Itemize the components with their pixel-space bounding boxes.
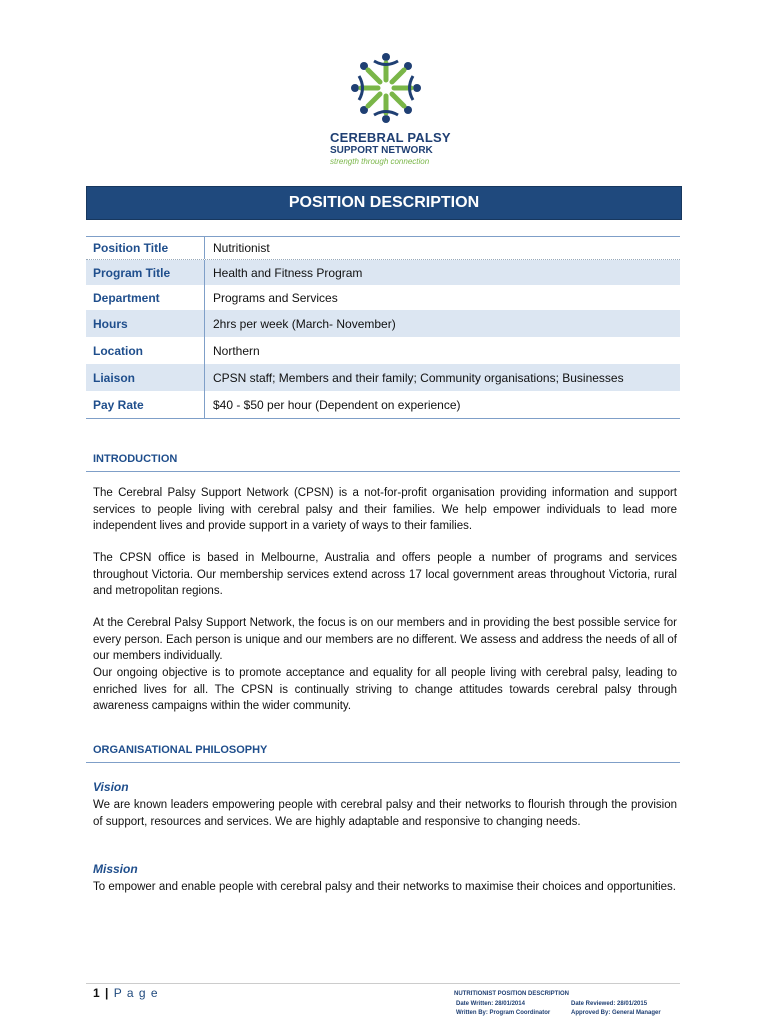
mission-text: To empower and enable people with cerebral palsy and their networks to maximise their choices and opportunities. xyxy=(93,881,676,893)
row-value: 2hrs per week (March- November) xyxy=(213,316,396,331)
intro-paragraph-3: At the Cerebral Palsy Support Network, the focus is on our members and in providing the best possible service for every person. Each person is unique and our members are no different. We assess and address the needs of all of our members individually. xyxy=(93,617,677,662)
footer-doc-name: NUTRITIONIST POSITION DESCRIPTION xyxy=(454,991,570,997)
brand-name-line1: CEREBRAL PALSY xyxy=(330,130,451,145)
intro-paragraph-2: The CPSN office is based in Melbourne, Australia and offers people a number of programs and services throughout Victoria. Our membership services extend across 17 local government areas throughout Victoria, rural and metropolitan regions. xyxy=(93,552,677,597)
table-row xyxy=(86,364,680,391)
row-value: Health and Fitness Program xyxy=(213,265,363,280)
table-row xyxy=(86,260,680,285)
page-number-value: 1 xyxy=(93,986,101,1000)
table-row xyxy=(86,337,680,364)
row-label: Pay Rate xyxy=(86,391,205,418)
footer-date-written: Date Written: 28/01/2014 xyxy=(456,1001,525,1007)
footer-divider xyxy=(86,983,680,984)
page-number xyxy=(93,986,159,1000)
people-circle-logo-icon xyxy=(348,50,424,126)
table-row xyxy=(86,237,680,260)
footer-date-reviewed: Date Reviewed: 28/01/2015 xyxy=(571,1001,648,1007)
position-info-table xyxy=(86,236,680,419)
row-value: $40 - $50 per hour (Dependent on experience) xyxy=(213,397,461,412)
brand-tagline: strength through connection xyxy=(330,157,430,166)
row-label: Program Title xyxy=(86,260,205,285)
row-label: Liaison xyxy=(86,364,205,391)
footer-approved-by: Approved By: General Manager xyxy=(571,1010,661,1016)
footer-written-by: Written By: Program Coordinator xyxy=(456,1010,551,1016)
vision-title: Vision xyxy=(93,780,129,794)
brand-name-line2: SUPPORT NETWORK xyxy=(330,145,433,156)
intro-paragraph-1: The Cerebral Palsy Support Network (CPSN) is a not-for-profit organisation providing information and support services to people living with cerebral palsy and their families. We help empower individuals to lead more independent lives and provide support in a variety of ways to their families. xyxy=(93,487,677,532)
mission-title: Mission xyxy=(93,862,138,876)
page-title: POSITION DESCRIPTION xyxy=(86,186,682,220)
page-word: P a g e xyxy=(113,986,159,1000)
section-divider xyxy=(86,762,680,763)
table-row xyxy=(86,310,680,337)
philosophy-heading: ORGANISATIONAL PHILOSOPHY xyxy=(93,744,268,756)
intro-paragraph-4: Our ongoing objective is to promote acceptance and equality for all people living with cerebral palsy, leading to enriched lives for all. The CPSN is continually striving to change attitudes towards cerebral palsy through awareness campaigns within the wider community. xyxy=(93,667,677,712)
section-divider xyxy=(86,471,680,472)
row-label: Hours xyxy=(86,310,205,337)
row-label: Location xyxy=(86,337,205,364)
page-separator: | xyxy=(105,986,110,1000)
introduction-heading: INTRODUCTION xyxy=(93,453,178,465)
row-value: CPSN staff; Members and their family; Community organisations; Businesses xyxy=(213,370,624,385)
row-value: Programs and Services xyxy=(213,290,338,305)
cpsn-logo xyxy=(326,50,446,126)
row-value: Northern xyxy=(213,343,260,358)
table-row xyxy=(86,285,680,310)
row-label: Department xyxy=(86,285,205,310)
vision-text: We are known leaders empowering people with cerebral palsy and their networks to flourish through the provision of support, resources and services. We are highly adaptable and responsive to changing needs. xyxy=(93,799,677,828)
table-row xyxy=(86,391,680,418)
row-value: Nutritionist xyxy=(213,241,270,255)
row-label: Position Title xyxy=(86,237,205,259)
